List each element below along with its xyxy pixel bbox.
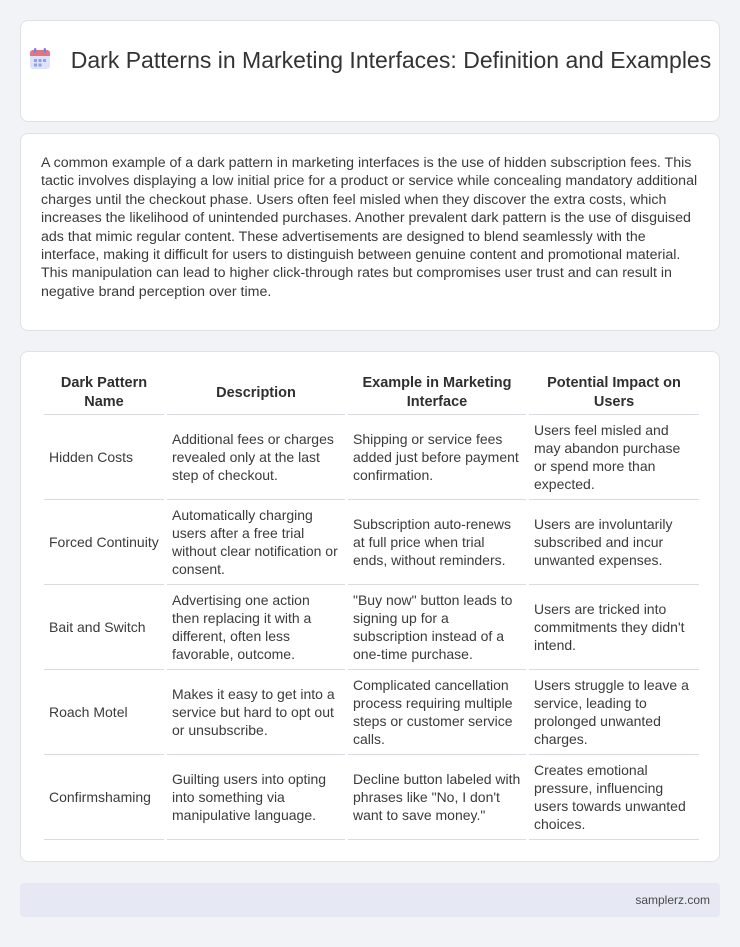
- calendar-icon: [29, 48, 51, 70]
- cell-example: Shipping or service fees added just before payment confirmation.: [348, 415, 526, 500]
- cell-pattern-name: Roach Motel: [44, 670, 164, 755]
- page-title: Dark Patterns in Marketing Interfaces: Definition and Examples: [70, 47, 712, 73]
- header-pattern-name: Dark Pattern Name: [44, 372, 164, 415]
- table-card: [20, 351, 720, 862]
- cell-description: Guilting users into opting into something via manipulative language.: [167, 755, 345, 840]
- dark-patterns-table: [41, 372, 702, 840]
- cell-impact: Users struggle to leave a service, leading to prolonged unwanted charges.: [529, 670, 699, 755]
- table-row: [44, 500, 699, 585]
- table-row: [44, 585, 699, 670]
- intro-paragraph: A common example of a dark pattern in marketing interfaces is the use of hidden subscription fees. This tactic involves displaying a low initial price for a product or service while concealing mandatory additional charges until the checkout phase. Users often feel misled when they discover the extra costs, which increases the likelihood of unintended purchases. Another prevalent dark pattern is the use of disguised ads that mimic regular content. These advertisements are designed to blend seamlessly with the interface, making it difficult for users to distinguish between genuine content and promotional material. This manipulation can lead to higher click-through rates but compromises user trust and can result in negative brand perception over time.: [41, 155, 698, 300]
- page-title-wrap: [21, 46, 719, 74]
- header-example: Example in Marketing Interface: [348, 372, 526, 415]
- cell-example: Complicated cancellation process requiring multiple steps or customer service calls.: [348, 670, 526, 755]
- table-row: [44, 755, 699, 840]
- cell-pattern-name: Bait and Switch: [44, 585, 164, 670]
- footer-site-link[interactable]: samplerz.com: [635, 893, 710, 907]
- table-row: [44, 415, 699, 500]
- cell-description: Makes it easy to get into a service but hard to opt out or unsubscribe.: [167, 670, 345, 755]
- cell-example: Decline button labeled with phrases like "No, I don't want to save money.": [348, 755, 526, 840]
- header-description: Description: [167, 372, 345, 415]
- footer-bar: [20, 883, 720, 917]
- cell-description: Advertising one action then replacing it with a different, often less favorable, outcome.: [167, 585, 345, 670]
- cell-pattern-name: Hidden Costs: [44, 415, 164, 500]
- table-header-row: [44, 372, 699, 415]
- cell-impact: Users are tricked into commitments they didn't intend.: [529, 585, 699, 670]
- cell-impact: Users are involuntarily subscribed and incur unwanted expenses.: [529, 500, 699, 585]
- cell-description: Automatically charging users after a free trial without clear notification or consent.: [167, 500, 345, 585]
- intro-card: [20, 133, 720, 331]
- cell-pattern-name: Confirmshaming: [44, 755, 164, 840]
- header-impact: Potential Impact on Users: [529, 372, 699, 415]
- table-row: [44, 670, 699, 755]
- cell-example: "Buy now" button leads to signing up for a subscription instead of a one-time purchase.: [348, 585, 526, 670]
- cell-impact: Users feel misled and may abandon purchase or spend more than expected.: [529, 415, 699, 500]
- title-card: [20, 20, 720, 122]
- cell-impact: Creates emotional pressure, influencing users towards unwanted choices.: [529, 755, 699, 840]
- cell-example: Subscription auto-renews at full price when trial ends, without reminders.: [348, 500, 526, 585]
- cell-description: Additional fees or charges revealed only at the last step of checkout.: [167, 415, 345, 500]
- cell-pattern-name: Forced Continuity: [44, 500, 164, 585]
